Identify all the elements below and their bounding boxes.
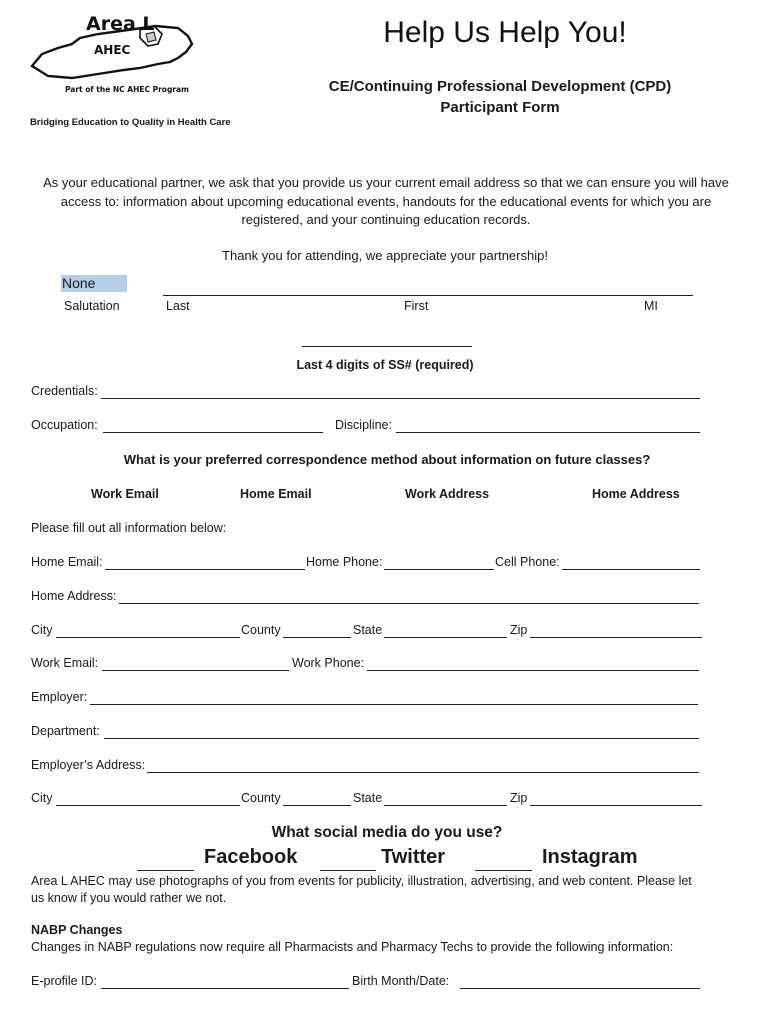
area-l-ahec-logo bbox=[28, 8, 198, 105]
social-twitter: Twitter bbox=[381, 846, 446, 868]
logo-caption: Part of the NC AHEC Program bbox=[65, 85, 189, 94]
employer-county-label: County bbox=[241, 791, 281, 805]
discipline-field[interactable] bbox=[396, 431, 700, 433]
employer-city-label: City bbox=[31, 791, 53, 805]
department-label: Department: bbox=[31, 724, 100, 738]
employer-address-label: Employer’s Address: bbox=[31, 758, 146, 772]
option-home-address[interactable]: Home Address bbox=[592, 487, 680, 501]
eprofile-label: E-profile ID: bbox=[31, 974, 97, 988]
discipline-label: Discipline: bbox=[335, 418, 392, 432]
home-address-field[interactable] bbox=[119, 602, 699, 604]
correspondence-question: What is your preferred correspondence method about information on future classes? bbox=[123, 452, 651, 467]
employer-zip-label: Zip bbox=[510, 791, 528, 805]
social-media-question: What social media do you use? bbox=[271, 824, 503, 841]
occupation-field[interactable] bbox=[103, 431, 323, 433]
employer-county-field[interactable] bbox=[283, 804, 351, 806]
logo-sub: AHEC bbox=[94, 43, 131, 57]
salutation-dropdown[interactable]: None bbox=[61, 275, 127, 292]
employer-city-field[interactable] bbox=[56, 804, 240, 806]
social-instagram: Instagram bbox=[542, 846, 638, 868]
option-work-email[interactable]: Work Email bbox=[91, 487, 159, 501]
fill-out-instruction: Please fill out all information below: bbox=[31, 521, 227, 535]
zip-field[interactable] bbox=[530, 636, 702, 638]
employer-state-label: State bbox=[353, 791, 383, 805]
employer-zip-field[interactable] bbox=[530, 804, 702, 806]
option-home-email[interactable]: Home Email bbox=[240, 487, 312, 501]
occupation-label: Occupation: bbox=[31, 418, 98, 432]
employer-state-field[interactable] bbox=[384, 804, 507, 806]
state-label: State bbox=[353, 623, 383, 637]
employer-label: Employer: bbox=[31, 690, 88, 704]
county-label: County bbox=[241, 623, 281, 637]
logo-name: Area L bbox=[86, 13, 155, 35]
home-phone-field[interactable] bbox=[384, 568, 494, 570]
zip-label: Zip bbox=[510, 623, 528, 637]
birth-date-field[interactable] bbox=[460, 987, 700, 989]
nabp-heading: NABP Changes bbox=[31, 923, 123, 937]
logo-tagline: Bridging Education to Quality in Health Care bbox=[30, 117, 231, 128]
page-title: Help Us Help You! bbox=[383, 16, 627, 49]
credentials-label: Credentials: bbox=[31, 384, 98, 398]
work-phone-field[interactable] bbox=[367, 669, 699, 671]
instagram-checkline[interactable] bbox=[475, 869, 532, 871]
work-email-label: Work Email: bbox=[31, 656, 99, 670]
mi-label: MI bbox=[644, 299, 658, 313]
home-email-label: Home Email: bbox=[31, 555, 103, 569]
facebook-checkline[interactable] bbox=[137, 869, 194, 871]
eprofile-field[interactable] bbox=[101, 987, 349, 989]
form-subtitle: CE/Continuing Professional Development (CPD) Participant Form bbox=[328, 78, 672, 116]
last-name-label: Last bbox=[166, 299, 190, 313]
ssn-label: Last 4 digits of SS# (required) bbox=[296, 358, 474, 372]
city-field[interactable] bbox=[56, 636, 240, 638]
employer-field[interactable] bbox=[90, 703, 698, 705]
birth-date-label: Birth Month/Date: bbox=[352, 974, 450, 988]
nc-map-logo-graphic bbox=[28, 8, 198, 100]
department-field[interactable] bbox=[104, 737, 699, 739]
employer-address-field[interactable] bbox=[147, 771, 699, 773]
state-field[interactable] bbox=[384, 636, 507, 638]
home-phone-label: Home Phone: bbox=[306, 555, 383, 569]
twitter-checkline[interactable] bbox=[320, 869, 376, 871]
cell-phone-field[interactable] bbox=[562, 568, 700, 570]
option-work-address[interactable]: Work Address bbox=[405, 487, 490, 501]
name-underline[interactable] bbox=[163, 294, 693, 296]
work-email-field[interactable] bbox=[102, 669, 289, 671]
work-phone-label: Work Phone: bbox=[292, 656, 365, 670]
nabp-text: Changes in NABP regulations now require all Pharmacists and Pharmacy Techs to provide the following information: bbox=[31, 940, 674, 954]
intro-paragraph: As your educational partner, we ask that you provide us your current email address so that we can ensure you will have access to: information about upcoming educational events, handouts for the educational events for which you are registered, and your continuing education records. bbox=[43, 175, 729, 227]
first-name-label: First bbox=[404, 299, 429, 313]
salutation-label: Salutation bbox=[64, 299, 120, 313]
home-address-label: Home Address: bbox=[31, 589, 117, 603]
county-field[interactable] bbox=[283, 636, 351, 638]
home-email-field[interactable] bbox=[105, 568, 305, 570]
city-label: City bbox=[31, 623, 53, 637]
social-facebook: Facebook bbox=[204, 846, 298, 868]
credentials-field[interactable] bbox=[101, 397, 700, 399]
photo-notice: Area L AHEC may use photographs of you from events for publicity, illustration, advertising, and web content. Please let us know if you would rather we not. bbox=[31, 874, 692, 905]
cell-phone-label: Cell Phone: bbox=[495, 555, 560, 569]
ssn-input-line[interactable] bbox=[302, 345, 472, 347]
thanks-text: Thank you for attending, we appreciate your partnership! bbox=[222, 248, 548, 263]
